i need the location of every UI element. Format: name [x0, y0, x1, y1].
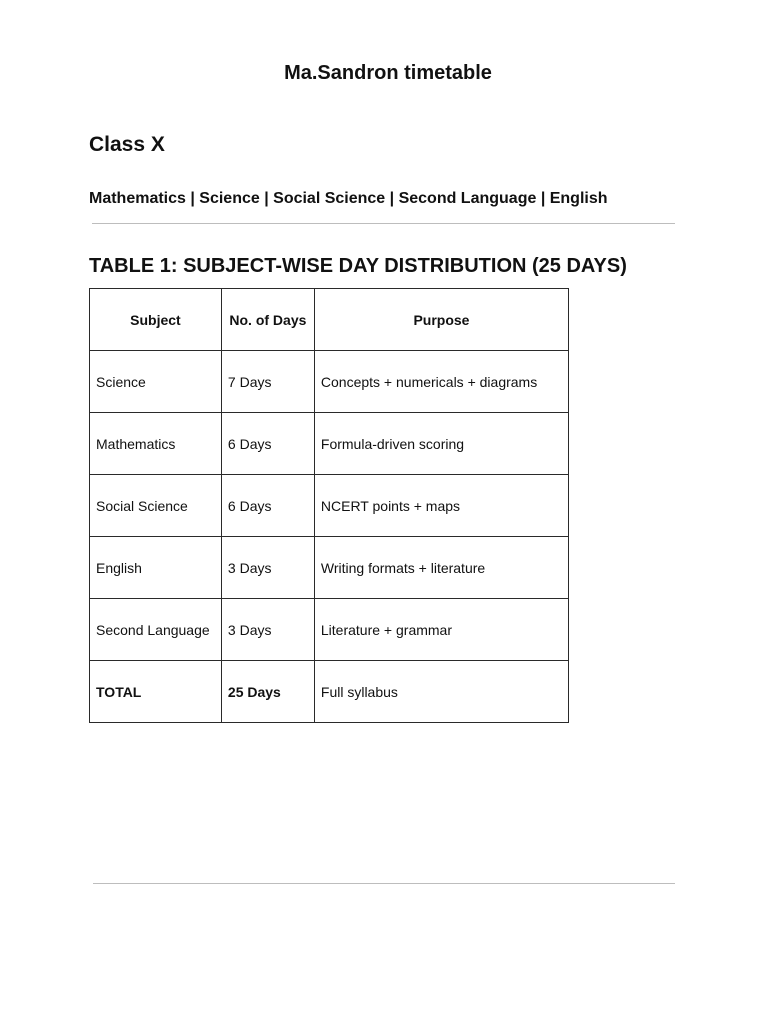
class-heading: Class X — [89, 133, 165, 156]
table-row — [90, 413, 569, 475]
cell-days: 3 Days — [221, 599, 314, 661]
cell-subject: Social Science — [90, 475, 222, 537]
cell-subject: Second Language — [90, 599, 222, 661]
cell-subject: Mathematics — [90, 413, 222, 475]
table-total-row — [90, 661, 569, 723]
page-title: Ma.Sandron timetable — [284, 62, 492, 84]
cell-purpose: Literature + grammar — [314, 599, 568, 661]
subject-distribution-table — [89, 288, 569, 723]
cell-purpose: Writing formats + literature — [314, 537, 568, 599]
subjects-line: Mathematics | Science | Social Science | Second Language | English — [89, 190, 608, 207]
cell-purpose: Concepts + numericals + diagrams — [314, 351, 568, 413]
cell-days: 7 Days — [221, 351, 314, 413]
table-row — [90, 351, 569, 413]
cell-days: 3 Days — [221, 537, 314, 599]
cell-purpose: NCERT points + maps — [314, 475, 568, 537]
table-row — [90, 599, 569, 661]
cell-days: 6 Days — [221, 413, 314, 475]
header-subject: Subject — [90, 289, 222, 351]
cell-purpose: Formula-driven scoring — [314, 413, 568, 475]
cell-subject: Science — [90, 351, 222, 413]
header-purpose: Purpose — [314, 289, 568, 351]
table-header-row — [90, 289, 569, 351]
table-heading: TABLE 1: SUBJECT-WISE DAY DISTRIBUTION (25 DAYS) — [89, 255, 627, 277]
cell-total-days: 25 Days — [221, 661, 314, 723]
cell-subject: English — [90, 537, 222, 599]
cell-days: 6 Days — [221, 475, 314, 537]
header-days: No. of Days — [221, 289, 314, 351]
cell-total-label: TOTAL — [90, 661, 222, 723]
cell-total-purpose: Full syllabus — [314, 661, 568, 723]
divider-top — [92, 223, 675, 224]
divider-bottom — [93, 883, 675, 884]
table-row — [90, 537, 569, 599]
table-row — [90, 475, 569, 537]
